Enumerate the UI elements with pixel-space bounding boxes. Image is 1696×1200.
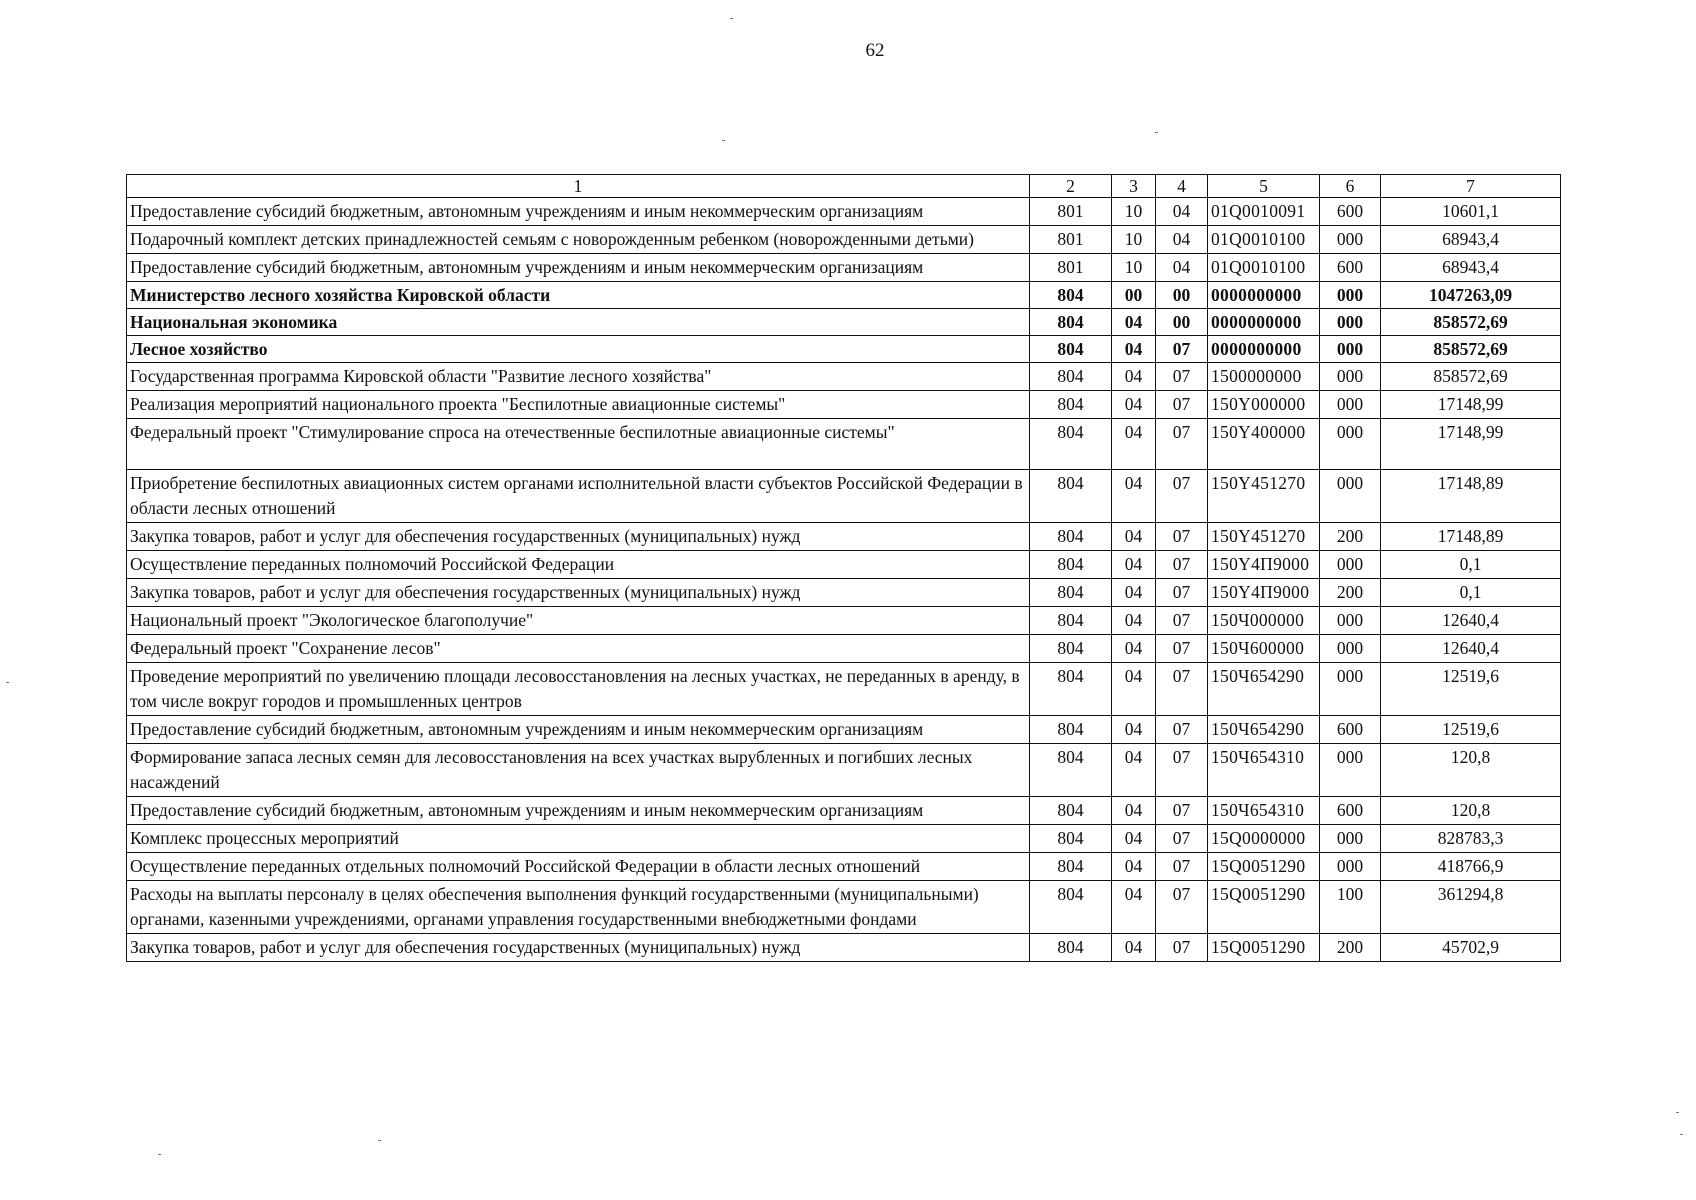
row-col3-cell: 04 [1112,470,1156,523]
row-col5-cell: 150Y000000 [1208,391,1320,419]
header-cell: 6 [1320,175,1381,198]
row-col2-cell: 804 [1030,797,1112,825]
table-row [127,881,1561,934]
row-col5-cell: 150Y4П9000 [1208,551,1320,579]
header-cell: 5 [1208,175,1320,198]
table-row [127,470,1561,523]
row-col5-cell: 01Q0010091 [1208,198,1320,226]
table-header-row [127,175,1561,198]
row-col3-cell: 04 [1112,934,1156,962]
row-name-cell: Проведение мероприятий по увеличению площади лесовосстановления на лесных участках, не переданных в аренду, в том числе вокруг городов и промышленных центров [127,663,1030,716]
row-col7-cell: 45702,9 [1381,934,1561,962]
table-row [127,226,1561,254]
row-col7-cell: 361294,8 [1381,881,1561,934]
row-col4-cell: 07 [1156,470,1208,523]
row-name-cell: Закупка товаров, работ и услуг для обеспечения государственных (муниципальных) нужд [127,579,1030,607]
row-name-cell: Предоставление субсидий бюджетным, автономным учреждениям и иным некоммерческим организациям [127,254,1030,282]
row-col6-cell: 000 [1320,825,1381,853]
row-col4-cell: 07 [1156,419,1208,470]
row-col7-cell: 120,8 [1381,744,1561,797]
row-col4-cell: 07 [1156,663,1208,716]
row-col5-cell: 15Q0051290 [1208,934,1320,962]
row-col2-cell: 804 [1030,336,1112,363]
row-col3-cell: 04 [1112,607,1156,635]
row-col3-cell: 04 [1112,853,1156,881]
table-body [127,198,1561,962]
row-col7-cell: 828783,3 [1381,825,1561,853]
row-col5-cell: 150Ч654310 [1208,797,1320,825]
table-row [127,419,1561,470]
table-row [127,282,1561,309]
row-col6-cell: 000 [1320,226,1381,254]
table-row [127,579,1561,607]
scan-speck [1680,1134,1683,1135]
table-row [127,635,1561,663]
row-col3-cell: 10 [1112,254,1156,282]
row-name-cell: Приобретение беспилотных авиационных систем органами исполнительной власти субъектов Российской Федерации в области лесных отношений [127,470,1030,523]
row-col4-cell: 07 [1156,716,1208,744]
row-col3-cell: 04 [1112,825,1156,853]
row-col5-cell: 01Q0010100 [1208,226,1320,254]
row-col3-cell: 10 [1112,198,1156,226]
row-col2-cell: 804 [1030,551,1112,579]
row-col7-cell: 858572,69 [1381,363,1561,391]
header-cell: 4 [1156,175,1208,198]
row-col7-cell: 12519,6 [1381,716,1561,744]
row-col6-cell: 600 [1320,198,1381,226]
row-col7-cell: 68943,4 [1381,226,1561,254]
row-col6-cell: 000 [1320,363,1381,391]
row-col4-cell: 07 [1156,881,1208,934]
row-col4-cell: 07 [1156,523,1208,551]
row-name-cell: Осуществление переданных полномочий Российской Федерации [127,551,1030,579]
scan-speck [158,1154,161,1155]
row-name-cell: Государственная программа Кировской области "Развитие лесного хозяйства" [127,363,1030,391]
row-col2-cell: 804 [1030,825,1112,853]
row-name-cell: Национальный проект "Экологическое благополучие" [127,607,1030,635]
row-col2-cell: 804 [1030,363,1112,391]
row-name-cell: Лесное хозяйство [127,336,1030,363]
row-col5-cell: 0000000000 [1208,309,1320,336]
table-row [127,523,1561,551]
table-row [127,363,1561,391]
row-col2-cell: 804 [1030,934,1112,962]
row-col3-cell: 10 [1112,226,1156,254]
row-col5-cell: 150Ч654310 [1208,744,1320,797]
row-col6-cell: 200 [1320,523,1381,551]
row-col2-cell: 804 [1030,309,1112,336]
row-col2-cell: 804 [1030,579,1112,607]
row-col2-cell: 801 [1030,198,1112,226]
row-col6-cell: 100 [1320,881,1381,934]
row-col7-cell: 858572,69 [1381,336,1561,363]
row-col7-cell: 12519,6 [1381,663,1561,716]
budget-table [126,174,1561,962]
row-col6-cell: 000 [1320,470,1381,523]
row-col3-cell: 04 [1112,579,1156,607]
row-col7-cell: 418766,9 [1381,853,1561,881]
row-col6-cell: 000 [1320,282,1381,309]
row-name-cell: Федеральный проект "Сохранение лесов" [127,635,1030,663]
row-col2-cell: 801 [1030,226,1112,254]
row-col5-cell: 150Ч000000 [1208,607,1320,635]
row-col6-cell: 000 [1320,607,1381,635]
row-col5-cell: 15Q0000000 [1208,825,1320,853]
row-col2-cell: 804 [1030,282,1112,309]
row-col4-cell: 07 [1156,551,1208,579]
row-col5-cell: 150Y4П9000 [1208,579,1320,607]
row-col6-cell: 000 [1320,853,1381,881]
row-name-cell: Осуществление переданных отдельных полномочий Российской Федерации в области лесных отношений [127,853,1030,881]
row-col5-cell: 150Ч654290 [1208,663,1320,716]
row-col2-cell: 801 [1030,254,1112,282]
row-col4-cell: 04 [1156,198,1208,226]
row-col5-cell: 0000000000 [1208,282,1320,309]
row-col2-cell: 804 [1030,716,1112,744]
row-col6-cell: 000 [1320,551,1381,579]
table-row [127,744,1561,797]
row-col6-cell: 600 [1320,797,1381,825]
row-col7-cell: 12640,4 [1381,607,1561,635]
table-row [127,716,1561,744]
row-col4-cell: 07 [1156,391,1208,419]
row-col5-cell: 15Q0051290 [1208,881,1320,934]
row-col7-cell: 0,1 [1381,551,1561,579]
row-col5-cell: 0000000000 [1208,336,1320,363]
row-col6-cell: 000 [1320,336,1381,363]
header-cell: 1 [127,175,1030,198]
row-name-cell: Реализация мероприятий национального проекта "Беспилотные авиационные системы" [127,391,1030,419]
row-col7-cell: 0,1 [1381,579,1561,607]
row-name-cell: Комплекс процессных мероприятий [127,825,1030,853]
row-col6-cell: 000 [1320,309,1381,336]
row-col6-cell: 600 [1320,254,1381,282]
row-col6-cell: 200 [1320,934,1381,962]
row-col5-cell: 150Ч600000 [1208,635,1320,663]
row-col7-cell: 68943,4 [1381,254,1561,282]
row-col5-cell: 1500000000 [1208,363,1320,391]
row-col5-cell: 15Q0051290 [1208,853,1320,881]
header-cell: 2 [1030,175,1112,198]
row-name-cell: Национальная экономика [127,309,1030,336]
page-number: 62 [865,40,885,61]
row-col5-cell: 01Q0010100 [1208,254,1320,282]
table-row [127,336,1561,363]
row-col3-cell: 04 [1112,309,1156,336]
row-col4-cell: 07 [1156,635,1208,663]
row-col6-cell: 000 [1320,744,1381,797]
row-name-cell: Предоставление субсидий бюджетным, автономным учреждениям и иным некоммерческим организациям [127,198,1030,226]
row-col6-cell: 000 [1320,419,1381,470]
row-col3-cell: 04 [1112,523,1156,551]
row-col2-cell: 804 [1030,744,1112,797]
scan-speck [1155,132,1158,133]
row-col3-cell: 04 [1112,551,1156,579]
table-row [127,797,1561,825]
row-col7-cell: 10601,1 [1381,198,1561,226]
row-col4-cell: 07 [1156,744,1208,797]
row-col7-cell: 120,8 [1381,797,1561,825]
row-name-cell: Закупка товаров, работ и услуг для обеспечения государственных (муниципальных) нужд [127,934,1030,962]
row-col3-cell: 04 [1112,363,1156,391]
row-col4-cell: 07 [1156,934,1208,962]
row-col2-cell: 804 [1030,881,1112,934]
row-col7-cell: 17148,99 [1381,391,1561,419]
scan-speck [722,140,725,141]
row-col7-cell: 12640,4 [1381,635,1561,663]
row-col2-cell: 804 [1030,607,1112,635]
row-col7-cell: 17148,89 [1381,470,1561,523]
table-row [127,663,1561,716]
row-col4-cell: 04 [1156,254,1208,282]
row-col6-cell: 000 [1320,663,1381,716]
row-col4-cell: 07 [1156,579,1208,607]
table-row [127,551,1561,579]
row-col2-cell: 804 [1030,470,1112,523]
row-col5-cell: 150Y451270 [1208,470,1320,523]
row-col4-cell: 00 [1156,282,1208,309]
header-cell: 3 [1112,175,1156,198]
row-name-cell: Федеральный проект "Стимулирование спроса на отечественные беспилотные авиационные системы" [127,419,1030,470]
row-col4-cell: 07 [1156,797,1208,825]
row-col6-cell: 000 [1320,391,1381,419]
row-col4-cell: 07 [1156,825,1208,853]
row-col4-cell: 07 [1156,607,1208,635]
row-col6-cell: 200 [1320,579,1381,607]
scan-speck [6,682,9,683]
table-row [127,934,1561,962]
scan-speck [730,18,733,19]
row-col4-cell: 04 [1156,226,1208,254]
row-col7-cell: 1047263,09 [1381,282,1561,309]
row-col3-cell: 04 [1112,797,1156,825]
table-row [127,391,1561,419]
row-col5-cell: 150Y451270 [1208,523,1320,551]
row-name-cell: Предоставление субсидий бюджетным, автономным учреждениям и иным некоммерческим организациям [127,716,1030,744]
row-name-cell: Предоставление субсидий бюджетным, автономным учреждениям и иным некоммерческим организациям [127,797,1030,825]
row-col4-cell: 07 [1156,853,1208,881]
row-col2-cell: 804 [1030,523,1112,551]
row-col4-cell: 00 [1156,309,1208,336]
row-col3-cell: 04 [1112,336,1156,363]
scan-speck [378,1140,381,1141]
table-row [127,607,1561,635]
row-col6-cell: 600 [1320,716,1381,744]
row-col2-cell: 804 [1030,663,1112,716]
row-col3-cell: 04 [1112,419,1156,470]
row-name-cell: Подарочный комплект детских принадлежностей семьям с новорожденным ребенком (новорожденными детьми) [127,226,1030,254]
row-col7-cell: 17148,89 [1381,523,1561,551]
table-row [127,853,1561,881]
row-col6-cell: 000 [1320,635,1381,663]
row-col3-cell: 04 [1112,716,1156,744]
row-col2-cell: 804 [1030,635,1112,663]
row-col4-cell: 07 [1156,336,1208,363]
row-name-cell: Расходы на выплаты персоналу в целях обеспечения выполнения функций государственными (муниципальными) органами, казенными учреждениями, органами управления государственными внебюджетными фондами [127,881,1030,934]
row-col2-cell: 804 [1030,419,1112,470]
row-name-cell: Министерство лесного хозяйства Кировской области [127,282,1030,309]
row-name-cell: Закупка товаров, работ и услуг для обеспечения государственных (муниципальных) нужд [127,523,1030,551]
row-col2-cell: 804 [1030,853,1112,881]
row-col2-cell: 804 [1030,391,1112,419]
row-col3-cell: 04 [1112,663,1156,716]
row-col5-cell: 150Ч654290 [1208,716,1320,744]
table-row [127,309,1561,336]
table-row [127,198,1561,226]
row-col7-cell: 17148,99 [1381,419,1561,470]
header-cell: 7 [1381,175,1561,198]
table-row [127,254,1561,282]
row-name-cell: Формирование запаса лесных семян для лесовосстановления на всех участках вырубленных и погибших лесных насаждений [127,744,1030,797]
row-col3-cell: 04 [1112,881,1156,934]
row-col3-cell: 04 [1112,391,1156,419]
row-col3-cell: 04 [1112,744,1156,797]
table-row [127,825,1561,853]
row-col5-cell: 150Y400000 [1208,419,1320,470]
scan-speck [1676,1112,1679,1113]
row-col3-cell: 00 [1112,282,1156,309]
row-col7-cell: 858572,69 [1381,309,1561,336]
row-col4-cell: 07 [1156,363,1208,391]
row-col3-cell: 04 [1112,635,1156,663]
